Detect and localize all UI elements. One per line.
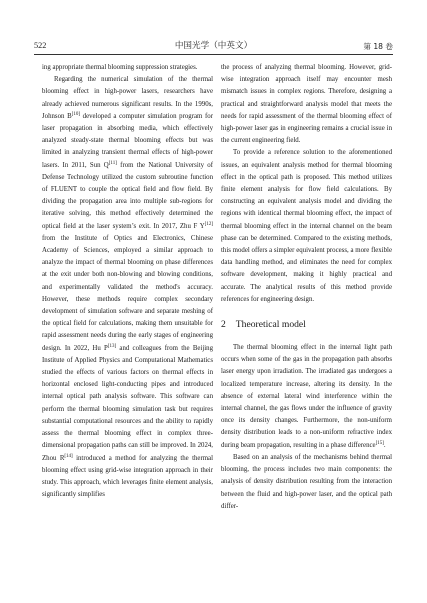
section-heading: [221, 319, 392, 331]
paragraph: Based on an analysis of the mechanisms behind thermal blooming, the process includes two main components: the analysis of density distribution resulting from the interaction between the fluid and high-power laser, and the optical path differ-: [221, 453, 392, 510]
citation: [15]: [375, 440, 384, 446]
journal-title: 中国光学（中英文）: [174, 41, 253, 51]
header-rule: [34, 54, 393, 55]
citation: [14]: [64, 453, 73, 459]
volume-label: 第 18 卷: [363, 42, 393, 51]
citation: [11]: [108, 160, 117, 166]
paragraph: To provide a reference solution to the aforementioned issues, an equivalent analysis method for thermal blooming effect in the optical path is proposed. This method utilizes finite element analysis for flow field calculations. By constructing an equivalent analysis model and dividing the regions with identical thermal blooming effect, the impact of thermal blooming effect in the internal channel on the beam phase can be determined. Compared to the existing methods, this model offers a simpler equivalent process, a more flexible data handling method, and eliminates the need for complex software development, making it highly practical and accurate. The analytical results of this method provide references for engineering design.: [221, 149, 392, 303]
paragraph: Regarding the numerical simulation of the thermal blooming effect in high-power lasers, researchers have already achieved numerous significant results. In the 1990s, Johnson B[10] developed a computer simulation program for laser propagation in absorbing media, which effectively analyzed steady-state thermal blooming effects but was limited in analyzing transient thermal effects of high-power lasers. In 2011, Sun Q[11] from the National University of Defense Technology utilized the custom subroutine function of FLUENT to couple the optical field and flow field. By dividing the propagation area into multiple sub-regions for iterative solving, this method effectively determined the optical field at the laser system’s exit. In 2017, Zhu F Y[12] from the Institute of Optics and Electronics, Chinese Academy of Sciences, employed a similar approach to analyze the impact of thermal blooming on phase differences at the exit under both non-blowing and blowing conditions, and experimentally validated the method's accuracy. However, these methods require complex secondary development of simulation software and separate meshing of the optical field for calculations, making them unsuitable for rapid assessment needs during the early stages of engineering design. In 2022, Hu P[13] and colleagues from the Beijing Institute of Applied Physics and Computational Mathematics studied the effects of various factors on thermal effects in horizontal enclosed light-conducting pipes and introduced internal optical path analysis software. This software can perform the thermal blooming simulation task but requires substantial computational resources and the ability to rapidly assess the thermal blooming effect in complex three-dimensional propagation paths can still be improved. In 2024, Zhou R[14] introduced a method for analyzing the thermal blooming effect using grid-wise integration approach in their study. This approach, which leverages finite element analysis, significantly simplifies: [42, 76, 213, 499]
citation: [13]: [107, 343, 117, 349]
paragraph: The thermal blooming effect in the internal light path occurs when some of the gas in the propagation path absorbs laser energy upon irradiation. The irradiated gas undergoes a localized temperature increase, altering its density. In the absence of external lateral wind interference within the internal channel, the gas flows under the influence of gravity once its density changes. Furthermore, the non-uniform density distribution leads to a non-uniform refractive index during beam propagation, resulting in a phase difference[15].: [221, 344, 392, 449]
right-column: [221, 62, 392, 513]
paragraph: the process of analyzing thermal blooming. However, grid-wise integration approach itself may encounter mesh mismatch issues in complex regions. Therefore, designing a practical and straightforward analysis model that meets the needs for rapid assessment of the thermal blooming effect of high-power laser gas in engineering remains a crucial issue in the current engineering field.: [221, 64, 392, 145]
left-column: [42, 62, 213, 501]
citation: [10]: [71, 111, 80, 117]
page-header: [34, 38, 393, 52]
paragraph: ing appropriate thermal blooming suppression strategies.: [42, 64, 198, 71]
section-title: Theoretical model: [235, 319, 306, 331]
citation: [12]: [204, 221, 213, 227]
section-number: 2: [221, 319, 226, 331]
page-number: 522: [34, 41, 47, 50]
